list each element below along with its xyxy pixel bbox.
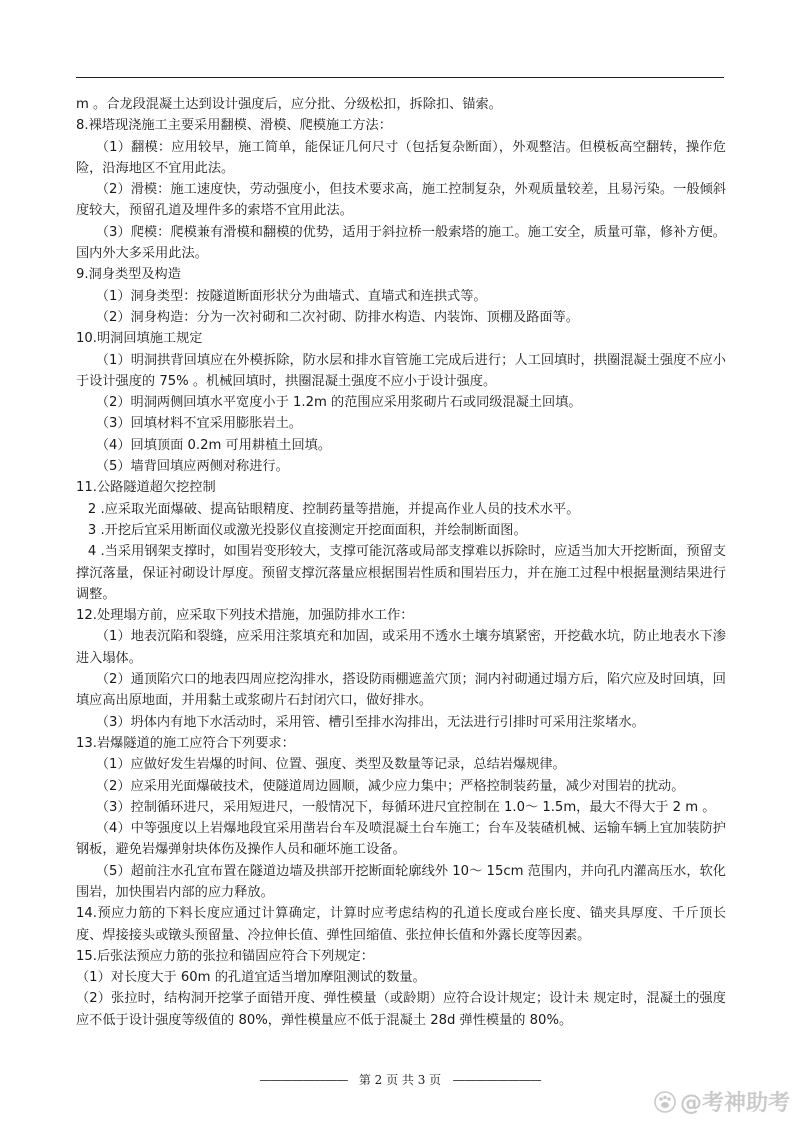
paragraph: m 。合龙段混凝土达到设计强度后，应分批、分级松扣，拆除扣、锚索。 xyxy=(76,97,502,112)
header-rule xyxy=(76,77,724,78)
paragraph: （3）爬模：爬模兼有滑模和翻模的优势，适用于斜拉桥一般索塔的施工。施工安全，质量可靠，修补方便。国内外大多采用此法。 xyxy=(76,224,726,262)
paragraph: （2）洞身构造：分为一次衬砌和二次衬砌、防排水构造、内装饰、顶棚及路面等。 xyxy=(95,309,579,325)
page-number: 第 2 页 共 3 页 xyxy=(358,1073,442,1087)
paw-icon xyxy=(654,1091,676,1113)
paragraph: （1）翻模：应用较早，施工简单，能保证几何尺寸（包括复杂断面），外观整洁。但模板高空翻转，操作危险，沿海地区不宜用此法。 xyxy=(76,139,726,176)
paragraph: （2）通顶陷穴口的地表四周应挖沟排水，搭设防雨棚遮盖穴顶；洞内衬砌通过塌方后，陷穴应及时回填，回填应高出原地面，并用黏土或浆砌片石封闭穴口，做好排水。 xyxy=(76,672,726,709)
paragraph: （3）回填材料不宜采用膨胀岩土。 xyxy=(95,416,302,432)
paragraph: 15.后张法预应力筋的张拉和锚固应符合下列规定： xyxy=(76,948,374,964)
paragraph: （1）洞身类型：按隧道断面形状分为曲墙式、直墙式和连拱式等。 xyxy=(95,288,487,304)
paragraph: （1）应做好发生岩爆的时间、位置、强度、类型及数量等记录，总结岩爆规律。 xyxy=(95,757,566,773)
paragraph: （5）墙背回填应两侧对称进行。 xyxy=(95,459,289,475)
paragraph: 11.公路隧道超欠挖控制 xyxy=(76,480,216,496)
paragraph: （2）应采用光面爆破技术，使隧道周边圆顺，减少应力集中；严格控制装药量，减少对围岩的扰动。 xyxy=(95,778,685,794)
paragraph: （3）控制循环进尺，采用短进尺，一般情况下，每循环进尺宜控制在 1.0～ 1.5m，最大不得大于 2 m 。 xyxy=(95,799,716,815)
paragraph: 2 .应采取光面爆破、提高钻眼精度、控制药量等措施，并提高作业人员的技术水平。 xyxy=(87,501,580,517)
paragraph: （1）明洞拱背回填应在外模拆除，防水层和排水盲管施工完成后进行；人工回填时，拱圈混凝土强度不应小于设计强度的 75% 。机械回填时，拱圈混凝土强度不应小于设计强度。 xyxy=(76,352,726,389)
paragraph: 12.处理塌方前，应采取下列技术措施，加强防排水工作： xyxy=(76,608,414,624)
paragraph: （1）对长度大于 60m 的孔道宜适当增加摩阻测试的数量。 xyxy=(76,970,426,986)
paragraph: （3）坍体内有地下水活动时，采用管、槽引至排水沟排出，无法进行引排时可采用注浆堵水。 xyxy=(95,714,645,730)
paragraph: 3 .开挖后宜采用断面仪或激光投影仪直接测定开挖面面积，并绘制断面图。 xyxy=(87,522,527,538)
paragraph: 9.洞身类型及构造 xyxy=(76,267,181,283)
paragraph: （4）中等强度以上岩爆地段宜采用凿岩台车及喷混凝土台车施工；台车及装碴机械、运输车辆上宜加装防护钢板，避免岩爆弹射块体伤及操作人员和砸坏施工设备。 xyxy=(76,821,726,858)
paragraph: （4）回填顶面 0.2m 可用耕植土回填。 xyxy=(95,437,332,453)
paragraph: （5）超前注水孔宜布置在隧道边墙及拱部开挖断面轮廓线外 10～ 15cm 范围内，并向孔内灌高压水，软化围岩，加快围岩内部的应力释放。 xyxy=(76,863,726,900)
watermark xyxy=(654,1086,790,1117)
paragraph: （2）滑模：施工速度快，劳动强度小，但技术要求高，施工控制复杂，外观质量较差，且易污染。一般倾斜度较大，预留孔道及埋件多的索塔不宜用此法。 xyxy=(76,182,726,219)
paragraph: 10.明洞回填施工规定 xyxy=(76,331,203,347)
paragraph: 13.岩爆隧道的施工应符合下列要求： xyxy=(76,735,295,751)
paragraph: 4 .当采用钢架支撑时，如围岩变形较大，支撑可能沉落或局部支撑难以拆除时，应适当加大开挖断面，预留支撑沉落量，保证衬砌设计厚度。预留支撑沉落量应根据围岩性质和围岩压力，并在施工过程中根据量测结果进行调整。 xyxy=(76,544,726,602)
footer-dashes-right: ———————— xyxy=(452,1073,541,1087)
paragraph: 14.预应力筋的下料长度应通过计算确定，计算时应考虑结构的孔道长度或台座长度、锚夹具厚度、千斤顶长度、焊接接头或镦头预留量、冷拉伸长值、弹性回缩值、张拉伸长值和外露长度等因素。 xyxy=(76,906,726,943)
watermark-text: @考神助考 xyxy=(679,1091,790,1116)
document-body xyxy=(76,94,726,1031)
paragraph: （2）明洞两侧回填水平宽度小于 1.2m 的范围应采用浆砌片石或同级混凝土回填。 xyxy=(95,395,582,411)
paragraph: （1）地表沉陷和裂缝，应采用注浆填充和加固，或采用不透水土壤夯填紧密，开挖截水坑，防止地表水下渗进入塌体。 xyxy=(76,629,726,666)
paragraph: 8.裸塔现浇施工主要采用翻模、滑模、爬模施工方法： xyxy=(76,118,392,134)
paragraph: （2）张拉时，结构洞开挖掌子面错开度、弹性模量（或龄期）应符合设计规定；设计未 规定时，混凝土的强度应不低于设计强度等级值的 80%，弹性模量应不低于混凝土 28d 弹性模量的 80%。 xyxy=(76,991,726,1028)
footer-dashes-left: ———————— xyxy=(259,1073,348,1087)
